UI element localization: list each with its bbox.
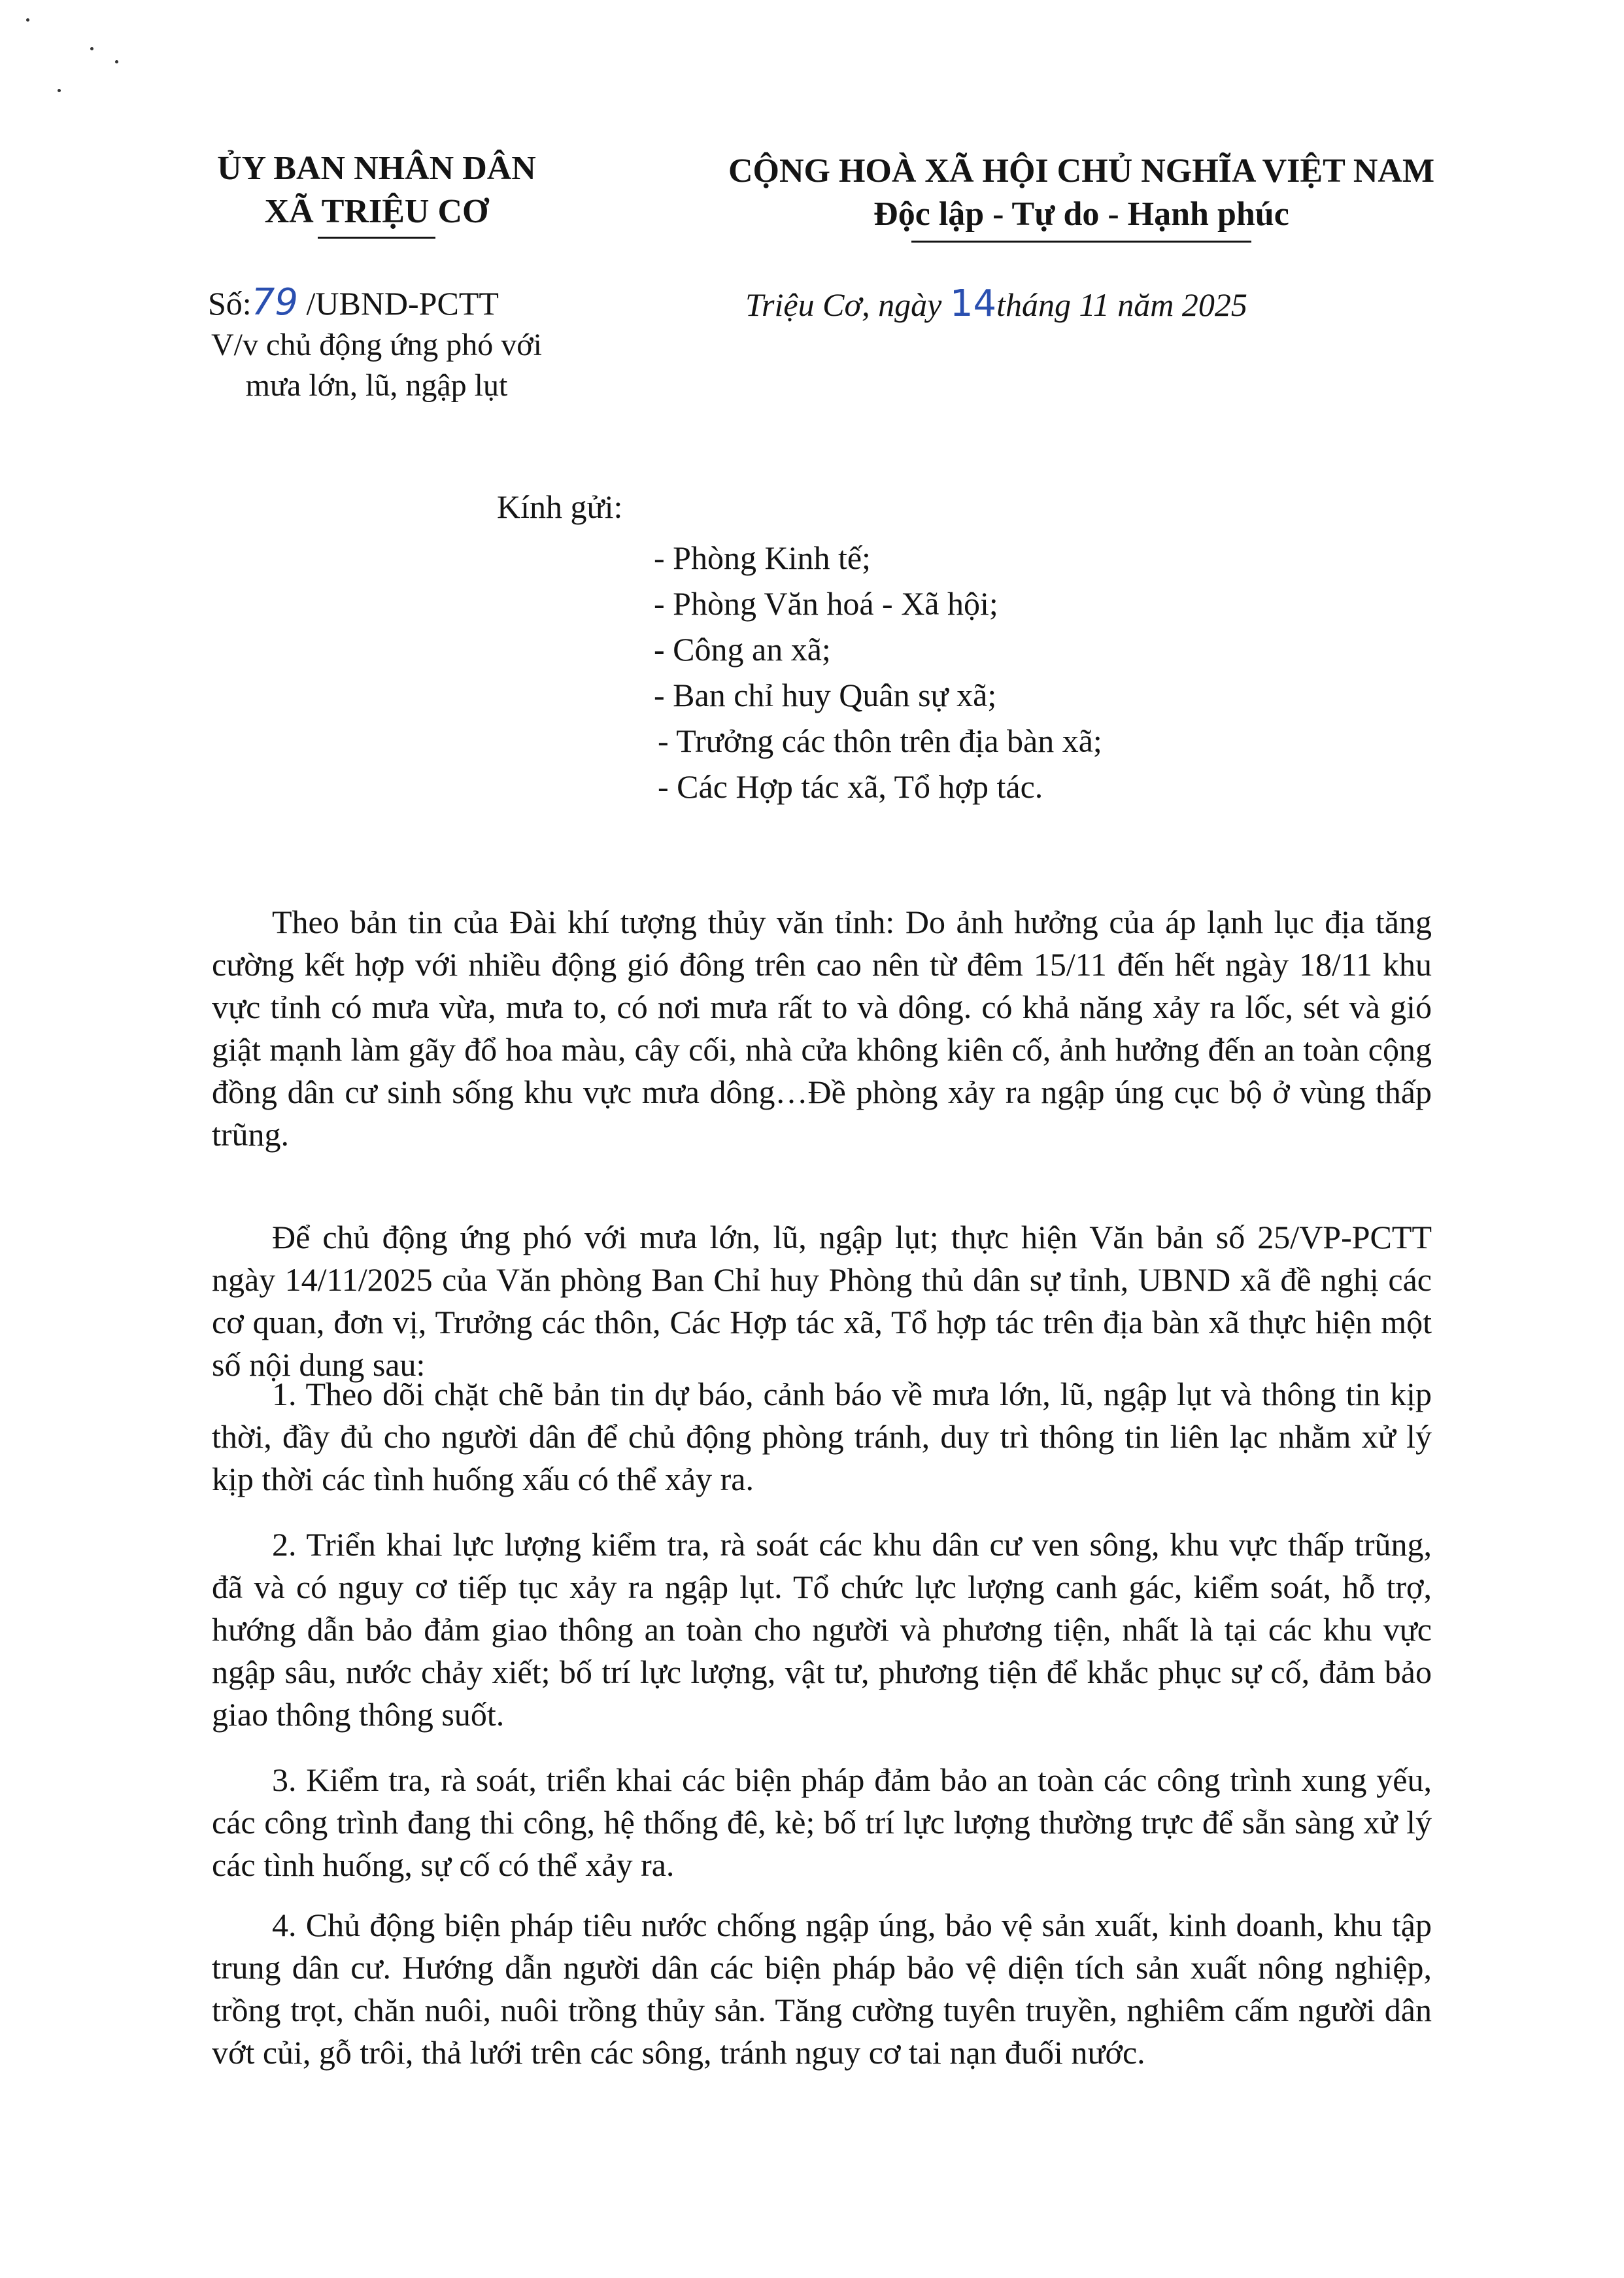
document-number xyxy=(208,281,499,324)
national-motto: Độc lập - Tự do - Hạnh phúc xyxy=(873,196,1289,233)
issue-date xyxy=(745,282,1247,325)
subject-line2: mưa lớn, lũ, ngập lụt xyxy=(245,368,508,403)
body-paragraph: 4. Chủ động biện pháp tiêu nước chống ngập úng, bảo vệ sản xuất, kinh doanh, khu tập trung dân cư. Hướng dẫn người dân các biện pháp bảo vệ diện tích sản xuất nông nghiệp, trồng trọt, chăn nuôi, nuôi trồng thủy sản. Tăng cường tuyên truyền, nghiêm cấm người dân vớt củi, gỗ trôi, thả lưới trên các sông, tránh nguy cơ tai nạn đuối nước. xyxy=(212,1907,1432,2071)
subject-line1: V/v chủ động ứng phó với xyxy=(211,328,543,362)
scan-speck xyxy=(90,47,93,50)
handwritten-day: 14 xyxy=(949,282,997,325)
scan-speck xyxy=(26,18,29,22)
number-suffix: /UBND-PCTT xyxy=(297,285,499,322)
body-paragraph: 1. Theo dõi chặt chẽ bản tin dự báo, cảnh báo về mưa lớn, lũ, ngập lụt và thông tin kịp thời, đầy đủ cho người dân để chủ động phòng tránh, duy trì thông tin liên lạc nhằm xử lý kịp thời các tình huống xấu có thể xảy ra. xyxy=(212,1376,1432,1497)
agency-name-line2: XÃ TRIỆU CƠ xyxy=(264,193,489,230)
recipient-item: - Các Hợp tác xã, Tổ hợp tác. xyxy=(658,768,1043,805)
recipients-label: Kính gửi: xyxy=(497,488,623,525)
body-paragraph: Theo bản tin của Đài khí tượng thủy văn tỉnh: Do ảnh hưởng của áp lạnh lục địa tăng cường kết hợp với nhiều động gió đông trên cao nên từ đêm 15/11 đến hết ngày 18/11 khu vực tỉnh có mưa vừa, mưa to, có nơi mưa rất to và dông. có khả năng xảy ra lốc, sét và gió giật mạnh làm gãy đổ hoa màu, cây cối, nhà cửa không kiên cố, ảnh hưởng đến an toàn cộng đồng dân cư sinh sống khu vực mưa dông…Đề phòng xảy ra ngập úng cục bộ ở vùng thấp trũng. xyxy=(212,904,1432,1153)
recipient-item: - Ban chỉ huy Quân sự xã; xyxy=(654,677,997,713)
date-suffix: tháng 11 năm 2025 xyxy=(996,286,1247,323)
scan-speck xyxy=(115,60,118,63)
nation-title: CỘNG HOÀ XÃ HỘI CHỦ NGHĨA VIỆT NAM xyxy=(728,152,1435,190)
recipient-item: - Phòng Văn hoá - Xã hội; xyxy=(654,585,998,622)
recipient-item: - Trưởng các thôn trên địa bàn xã; xyxy=(658,722,1102,759)
recipient-item: - Phòng Kinh tế; xyxy=(654,539,871,576)
recipient-item: - Công an xã; xyxy=(654,631,831,668)
handwritten-number: 79 xyxy=(251,281,298,324)
body-paragraph: 2. Triển khai lực lượng kiểm tra, rà soát các khu dân cư ven sông, khu vực thấp trũng, đã và có nguy cơ tiếp tục xảy ra ngập lụt. Tổ chức lực lượng canh gác, kiểm soát, hỗ trợ, hướng dẫn bảo đảm giao thông an toàn cho người và phương tiện, nhất là tại các khu vực ngập sâu, nước chảy xiết; bố trí lực lượng, vật tư, phương tiện để khắc phục sự cố, đảm bảo giao thông thông suốt. xyxy=(212,1526,1432,1733)
motto-underline xyxy=(911,241,1251,243)
agency-underline xyxy=(318,237,435,239)
date-prefix: Triệu Cơ, ngày xyxy=(745,286,950,323)
agency-name-line1: ỦY BAN NHÂN DÂN xyxy=(217,150,536,187)
body-paragraph: 3. Kiểm tra, rà soát, triển khai các biện pháp đảm bảo an toàn các công trình xung yếu, các công trình đang thi công, hệ thống đê, kè; bố trí lực lượng thường trực để sẵn sàng xử lý các tình huống, sự cố có thể xảy ra. xyxy=(212,1761,1432,1883)
body-paragraph: Để chủ động ứng phó với mưa lớn, lũ, ngập lụt; thực hiện Văn bản số 25/VP-PCTT ngày 14/11/2025 của Văn phòng Ban Chỉ huy Phòng thủ dân sự tỉnh, UBND xã đề nghị các cơ quan, đơn vị, Trưởng các thôn, Các Hợp tác xã, Tổ hợp tác trên địa bàn xã thực hiện một số nội dung sau: xyxy=(212,1219,1432,1383)
number-prefix: Số: xyxy=(208,285,252,322)
scan-speck xyxy=(58,89,61,92)
